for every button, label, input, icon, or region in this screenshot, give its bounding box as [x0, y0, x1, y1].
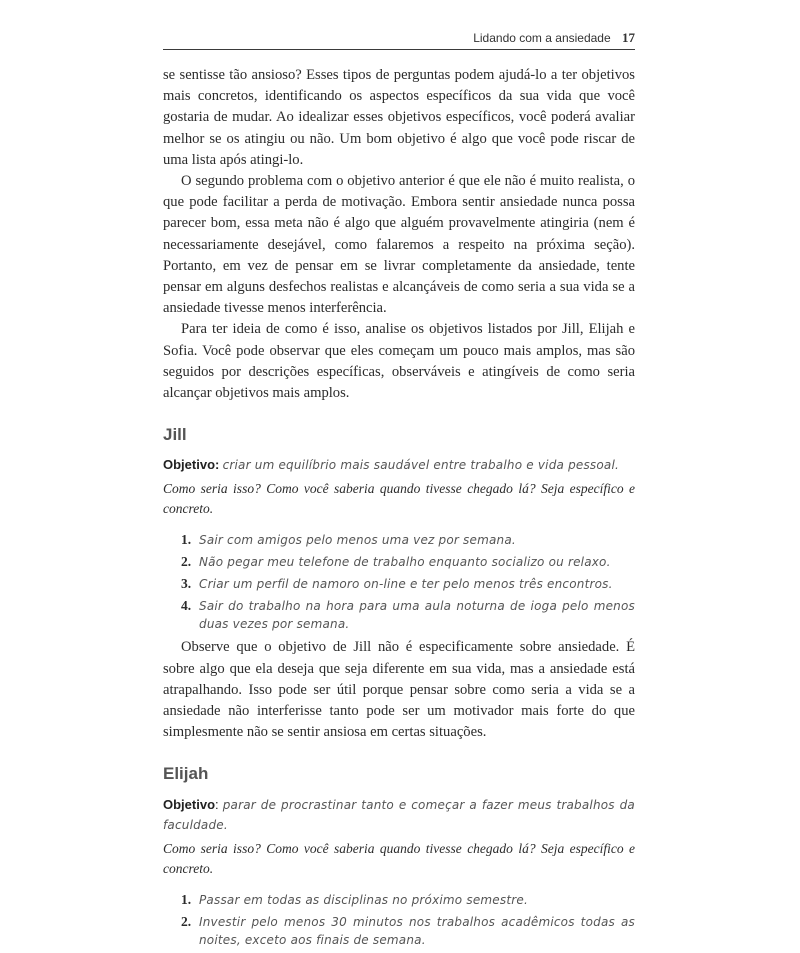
goal-line: [163, 455, 635, 475]
list-item: [163, 913, 635, 949]
item-text: Investir pelo menos 30 minutos nos trabalhos acadêmicos todas as noites, exceto aos finais de semana.: [199, 914, 635, 947]
page-number: 17: [622, 30, 635, 45]
item-number: 2.: [181, 913, 192, 929]
running-head: [163, 28, 635, 50]
list-item: [163, 575, 635, 593]
goal-label: Objetivo:: [163, 457, 220, 473]
item-text: Não pegar meu telefone de trabalho enquanto socializo ou relaxo.: [199, 555, 611, 570]
item-text: Sair com amigos pelo menos uma vez por semana.: [199, 533, 516, 548]
item-number: 2.: [181, 554, 192, 570]
goal-list: [163, 531, 635, 633]
item-number: 3.: [181, 576, 192, 592]
goal-text: criar um equilíbrio mais saudável entre trabalho e vida pessoal.: [222, 458, 620, 473]
item-number: 1.: [181, 532, 192, 548]
goal-label: Objetivo:: [163, 796, 219, 812]
item-text: Sair do trabalho na hora para uma aula noturna de ioga pelo menos duas vezes por semana.: [199, 599, 635, 632]
paragraph: se sentisse tão ansioso? Esses tipos de perguntas podem ajudá-lo a ter objetivos mais concretos, identificando os aspectos específicos da sua vida que você gostaria de mudar. Ao idealizar esses objetivos específicos, você poderá avaliar melhor se os atingiu ou não. Um bom objetivo é algo que você pode riscar de uma lista após atingi-lo.: [163, 67, 635, 168]
list-item: [163, 553, 635, 571]
list-item: [163, 891, 635, 909]
book-page: [163, 28, 635, 953]
section-heading-elijah: Elijah: [163, 764, 209, 784]
item-number: 4.: [181, 598, 192, 614]
goal-prompt: Como seria isso? Como você saberia quando tivesse chegado lá? Seja específico e concreto.: [163, 481, 635, 517]
item-text: Criar um perfil de namoro on-line e ter pelo menos três encontros.: [199, 577, 613, 592]
running-head-title: Lidando com a ansiedade: [473, 31, 611, 45]
paragraph: O segundo problema com o objetivo anterior é que ele não é muito realista, o que pode facilitar a perda de motivação. Embora sentir ansiedade nunca possa parecer bom, essa meta não é algo que alguém provavelmente atingiria (nem é necessariamente desejável, como falaremos a respeito na próxima seção). Portanto, em vez de pensar em se livrar completamente da ansiedade, tente pensar em alguns desfechos realistas e alcançáveis de como seria a sua vida se a ansiedade tivesse menos interferência.: [163, 173, 635, 317]
goal-line: [163, 795, 635, 835]
page-body: [163, 65, 635, 949]
goal-prompt: Como seria isso? Como você saberia quando tivesse chegado lá? Seja específico e concreto.: [163, 840, 635, 876]
section-heading-jill: Jill: [163, 425, 187, 445]
goal-list: [163, 891, 635, 949]
item-number: 1.: [181, 891, 192, 907]
list-item: [163, 531, 635, 549]
paragraph: Observe que o objetivo de Jill não é especificamente sobre ansiedade. É sobre algo que ela deseja que seja diferente em sua vida, mas a ansiedade está atrapalhando. Isso pode ser útil porque pensar sobre como seria a vida se a ansiedade não interferisse tanto pode ser um motivador mais forte do que simplesmente não se sentir ansiosa em certas situações.: [163, 639, 635, 741]
item-text: Passar em todas as disciplinas no próximo semestre.: [199, 892, 528, 907]
goal-text: parar de procrastinar tanto e começar a fazer meus trabalhos da faculdade.: [163, 797, 635, 832]
paragraph: Para ter ideia de como é isso, analise os objetivos listados por Jill, Elijah e Sofia. Você pode observar que eles começam um pouco mais amplos, mas são seguidos por descrições específicas, observáveis e atingíveis de como seria alcançar objetivos mais amplos.: [163, 321, 635, 402]
list-item: [163, 597, 635, 633]
